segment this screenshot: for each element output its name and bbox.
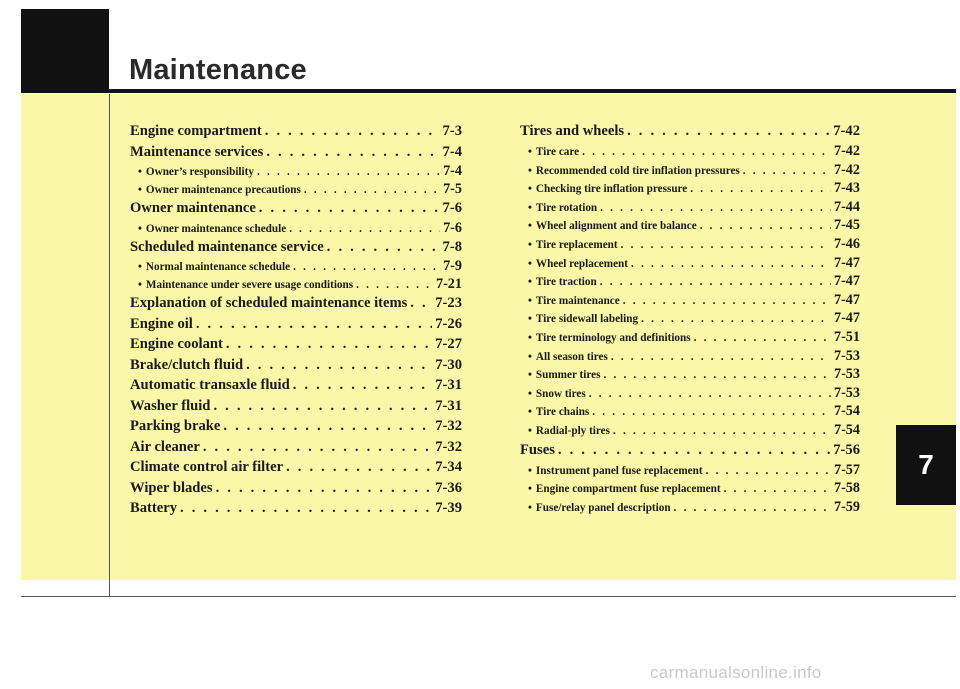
toc-subsection-entry[interactable]	[520, 365, 860, 384]
toc-section-entry[interactable]	[130, 396, 462, 417]
toc-entry-label	[528, 385, 586, 403]
bullet-icon: •	[138, 261, 142, 273]
toc-entry-label	[130, 396, 210, 417]
toc-entry-label	[130, 355, 243, 376]
toc-page-number: 7-5	[443, 181, 462, 197]
toc-entry-text: Checking tire inflation pressure	[535, 183, 688, 196]
dot-leader	[216, 478, 433, 499]
bullet-icon: •	[528, 164, 532, 177]
toc-entry-text: Normal maintenance schedule	[145, 261, 291, 273]
watermark: carmanualsonline.info	[650, 663, 822, 682]
dot-leader	[631, 255, 831, 273]
toc-page-number: 7-59	[833, 498, 860, 515]
toc-entry-label	[528, 366, 600, 384]
bullet-icon: •	[528, 238, 532, 251]
toc-subsection-entry[interactable]	[520, 461, 860, 480]
toc-entry-label	[528, 292, 620, 310]
bullet-icon: •	[528, 501, 532, 514]
toc-section-entry[interactable]	[130, 416, 462, 437]
toc-page-number: 7-32	[435, 418, 462, 434]
bullet-icon: •	[528, 146, 532, 158]
toc-subsection-entry[interactable]	[130, 162, 462, 180]
toc-entry-text: All season tires	[535, 350, 608, 363]
toc-subsection-entry[interactable]	[520, 384, 860, 403]
toc-entry-label	[528, 348, 608, 366]
toc-subsection-entry[interactable]	[520, 402, 860, 421]
toc-subsection-entry[interactable]	[520, 328, 860, 347]
dot-leader	[180, 498, 432, 519]
toc-entry-text: Tire terminology and definitions	[535, 331, 691, 344]
toc-page-number: 7-30	[435, 356, 462, 373]
toc-left-column	[130, 121, 462, 519]
bullet-icon: •	[528, 464, 532, 477]
toc-page-number: 7-31	[435, 397, 462, 414]
toc-entry-label	[520, 121, 624, 142]
header-black-tab	[21, 9, 109, 93]
dot-leader	[246, 355, 432, 376]
toc-entry-label	[528, 180, 687, 198]
toc-subsection-entry[interactable]	[130, 257, 462, 275]
toc-page-number: 7-46	[833, 235, 860, 252]
toc-entry-text: Maintenance services	[130, 143, 264, 160]
toc-page-number: 7-42	[833, 161, 860, 178]
toc-entry-label	[138, 163, 254, 180]
dot-leader	[592, 403, 831, 421]
toc-subsection-entry[interactable]	[520, 272, 860, 291]
toc-entry-text: Snow tires	[535, 387, 586, 400]
toc-entry-text: Tire chains	[535, 406, 590, 419]
toc-entry-label	[138, 220, 286, 237]
bullet-icon: •	[138, 279, 142, 291]
toc-section-entry[interactable]	[130, 437, 462, 458]
dot-leader	[410, 293, 432, 314]
bullet-icon: •	[528, 183, 532, 196]
toc-entry-text: Tire care	[535, 146, 580, 158]
toc-page-number: 7-54	[833, 421, 860, 438]
toc-entry-label	[520, 440, 555, 461]
toc-section-entry[interactable]	[130, 498, 462, 519]
toc-entry-text: Engine compartment fuse replacement	[535, 483, 721, 496]
toc-page-number: 7-26	[435, 315, 462, 332]
toc-entry-label	[528, 217, 697, 235]
dot-leader	[589, 385, 831, 403]
toc-page-number: 7-34	[435, 459, 462, 475]
toc-section-entry[interactable]	[130, 375, 462, 396]
toc-section-entry[interactable]	[130, 121, 462, 142]
dot-leader	[690, 180, 831, 198]
toc-page-number: 7-31	[435, 377, 462, 393]
toc-entry-text: Maintenance under severe usage conditions	[145, 279, 354, 291]
toc-subsection-entry[interactable]	[520, 179, 860, 198]
toc-entry-label	[130, 121, 262, 142]
toc-entry-text: Parking brake	[130, 418, 221, 434]
toc-entry-text: Fuses	[520, 441, 555, 458]
toc-entry-text: Wiper blades	[130, 479, 213, 496]
toc-page-number: 7-42	[833, 123, 860, 139]
toc-entry-text: Battery	[130, 500, 178, 516]
toc-entry-label	[528, 236, 618, 254]
toc-subsection-entry[interactable]	[520, 254, 860, 273]
toc-subsection-entry[interactable]	[520, 498, 860, 517]
toc-page-number: 7-36	[435, 479, 462, 496]
toc-entry-text: Tire rotation	[535, 201, 598, 214]
toc-entry-text: Engine compartment	[130, 123, 262, 139]
toc-entry-text: Tires and wheels	[520, 123, 625, 139]
dot-leader	[603, 366, 831, 384]
dot-leader	[304, 181, 440, 198]
toc-page-number: 7-4	[442, 143, 462, 160]
toc-entry-text: Wheel alignment and tire balance	[535, 220, 697, 233]
toc-page-number: 7-47	[833, 254, 860, 271]
dot-leader	[196, 314, 432, 335]
toc-entry-label	[138, 258, 290, 275]
dot-leader	[641, 310, 831, 328]
toc-page-number: 7-43	[833, 180, 860, 197]
toc-page-number: 7-47	[833, 273, 860, 290]
toc-entry-label	[138, 276, 353, 293]
bullet-icon: •	[138, 184, 142, 196]
toc-page-number: 7-21	[435, 276, 462, 292]
dot-leader	[265, 121, 440, 142]
toc-entry-label	[130, 293, 407, 314]
bullet-icon: •	[528, 350, 532, 363]
dot-leader	[627, 121, 830, 142]
bullet-icon: •	[528, 483, 532, 496]
toc-page-number: 7-42	[833, 143, 860, 159]
toc-entry-text: Tire replacement	[535, 238, 618, 251]
toc-section-entry[interactable]	[130, 334, 462, 355]
dot-leader	[613, 422, 831, 440]
dot-leader	[213, 396, 432, 417]
dot-leader	[266, 142, 439, 163]
toc-entry-label	[528, 255, 628, 273]
toc-entry-label	[130, 478, 213, 499]
bullet-icon: •	[528, 387, 532, 400]
toc-entry-text: Owner maintenance schedule	[145, 222, 287, 235]
toc-entry-label	[130, 457, 283, 478]
bullet-icon: •	[528, 276, 532, 289]
toc-entry-label	[130, 437, 200, 458]
toc-entry-text: Washer fluid	[130, 397, 211, 414]
toc-entry-text: Explanation of scheduled maintenance items	[130, 295, 408, 311]
dot-leader	[621, 236, 831, 254]
toc-entry-text: Tire traction	[535, 276, 597, 289]
toc-entry-label	[528, 162, 740, 180]
toc-subsection-entry[interactable]	[520, 347, 860, 366]
bullet-icon: •	[528, 331, 532, 344]
dot-leader	[327, 237, 440, 258]
dot-leader	[259, 198, 440, 219]
toc-page-number: 7-6	[442, 200, 462, 216]
toc-entry-label	[528, 403, 589, 421]
toc-page-number: 7-39	[435, 500, 462, 516]
toc-entry-text: Wheel replacement	[535, 257, 628, 270]
toc-entry-label	[528, 199, 597, 217]
toc-subsection-entry[interactable]	[520, 309, 860, 328]
toc-section-entry[interactable]	[130, 355, 462, 376]
toc-entry-label	[130, 314, 193, 335]
toc-page-number: 7-45	[833, 217, 860, 234]
toc-section-entry[interactable]	[520, 440, 860, 461]
toc-page-number: 7-53	[833, 366, 860, 383]
toc-page-number: 7-32	[435, 438, 462, 455]
toc-page-number: 7-6	[443, 219, 462, 236]
toc-entry-label	[528, 273, 597, 291]
toc-entry-label	[138, 181, 301, 198]
dot-leader	[257, 163, 440, 180]
toc-entry-label	[528, 143, 579, 161]
toc-entry-text: Climate control air filter	[130, 459, 284, 475]
toc-entry-text: Automatic transaxle fluid	[130, 377, 290, 393]
toc-subsection-entry[interactable]	[520, 198, 860, 217]
header-rule	[109, 89, 956, 93]
dot-leader	[223, 416, 432, 437]
toc-page-number: 7-51	[833, 328, 860, 345]
toc-page-number: 7-4	[443, 163, 462, 179]
toc-page-number: 7-47	[833, 310, 860, 327]
bullet-icon: •	[528, 406, 532, 419]
bullet-icon: •	[528, 424, 532, 437]
toc-entry-text: Air cleaner	[130, 438, 200, 455]
toc-entry-text: Tire maintenance	[535, 294, 620, 307]
toc-page-number: 7-56	[833, 441, 860, 458]
toc-page-number: 7-58	[833, 480, 860, 497]
dot-leader	[600, 199, 831, 217]
toc-page-number: 7-9	[443, 258, 462, 274]
dot-leader	[724, 480, 831, 498]
toc-subsection-entry[interactable]	[520, 161, 860, 180]
toc-entry-text: Owner’s responsibility	[145, 166, 254, 178]
bullet-icon: •	[528, 294, 532, 307]
dot-leader	[700, 217, 831, 235]
toc-page-number: 7-44	[833, 198, 860, 215]
dot-leader	[203, 437, 432, 458]
toc-page-number: 7-27	[435, 336, 462, 352]
toc-entry-label	[130, 498, 177, 519]
toc-entry-label	[130, 198, 256, 219]
toc-entry-label	[528, 480, 721, 498]
dot-leader	[226, 334, 432, 355]
toc-page-number: 7-3	[442, 123, 462, 139]
bullet-icon: •	[528, 220, 532, 233]
toc-subsection-entry[interactable]	[520, 291, 860, 310]
bullet-icon: •	[138, 222, 142, 235]
toc-page-number: 7-53	[833, 347, 860, 364]
chapter-number: 7	[918, 449, 934, 480]
toc-section-entry[interactable]	[130, 478, 462, 499]
toc-subsection-entry[interactable]	[520, 216, 860, 235]
bullet-icon: •	[528, 257, 532, 270]
margin-divider	[109, 94, 110, 596]
toc-subsection-entry[interactable]	[130, 180, 462, 198]
toc-page-number: 7-53	[833, 384, 860, 401]
toc-entry-label	[130, 416, 220, 437]
bullet-icon: •	[138, 166, 142, 178]
page-title: Maintenance	[129, 54, 307, 86]
dot-leader	[611, 348, 831, 366]
toc-entry-text: Tire sidewall labeling	[535, 313, 639, 326]
toc-entry-text: Brake/clutch fluid	[130, 356, 244, 373]
toc-entry-label	[130, 142, 263, 163]
toc-section-entry[interactable]	[130, 142, 462, 163]
toc-page-number: 7-57	[833, 461, 860, 478]
bullet-icon: •	[528, 313, 532, 326]
toc-entry-label	[130, 375, 290, 396]
chapter-tab[interactable]	[896, 425, 956, 505]
toc-section-entry[interactable]	[130, 237, 462, 258]
dot-leader	[582, 143, 831, 161]
bullet-icon: •	[528, 201, 532, 214]
dot-leader	[743, 162, 831, 180]
toc-section-entry[interactable]	[130, 314, 462, 335]
toc-entry-text: Engine oil	[130, 315, 193, 332]
toc-right-column	[520, 121, 860, 516]
footer-divider	[21, 596, 956, 597]
dot-leader	[293, 258, 440, 275]
toc-page-number: 7-54	[833, 403, 860, 420]
dot-leader	[286, 457, 432, 478]
dot-leader	[356, 276, 433, 293]
toc-subsection-entry[interactable]	[520, 421, 860, 440]
toc-entry-text: Fuse/relay panel description	[535, 501, 671, 514]
toc-subsection-entry[interactable]	[520, 479, 860, 498]
toc-entry-label	[528, 329, 691, 347]
toc-entry-text: Radial-ply tires	[535, 424, 610, 437]
dot-leader	[694, 329, 831, 347]
toc-entry-label	[528, 499, 671, 517]
toc-subsection-entry[interactable]	[130, 275, 462, 293]
toc-section-entry[interactable]	[520, 121, 860, 142]
toc-subsection-entry[interactable]	[520, 142, 860, 161]
toc-entry-label	[528, 310, 638, 328]
toc-entry-text: Recommended cold tire inflation pressures	[535, 164, 740, 177]
toc-entry-label	[528, 462, 703, 480]
dot-leader	[289, 220, 440, 237]
toc-section-entry[interactable]	[130, 293, 462, 314]
dot-leader	[706, 462, 831, 480]
dot-leader	[600, 273, 831, 291]
toc-page-number: 7-23	[435, 295, 462, 311]
toc-entry-text: Summer tires	[535, 369, 601, 382]
toc-entry-text: Owner maintenance precautions	[145, 184, 301, 196]
toc-entry-text: Scheduled maintenance service	[130, 238, 324, 255]
toc-entry-text: Owner maintenance	[130, 200, 256, 216]
toc-entry-text: Engine coolant	[130, 336, 223, 352]
dot-leader	[293, 375, 433, 396]
toc-subsection-entry[interactable]	[130, 219, 462, 237]
toc-entry-label	[130, 237, 324, 258]
toc-section-entry[interactable]	[130, 457, 462, 478]
toc-section-entry[interactable]	[130, 198, 462, 219]
toc-entry-label	[130, 334, 223, 355]
toc-entry-label	[528, 422, 610, 440]
bullet-icon: •	[528, 369, 532, 382]
toc-entry-text: Instrument panel fuse replacement	[535, 464, 703, 477]
dot-leader	[674, 499, 831, 517]
toc-subsection-entry[interactable]	[520, 235, 860, 254]
toc-page-number: 7-8	[442, 238, 462, 255]
dot-leader	[623, 292, 831, 310]
toc-page-number: 7-47	[833, 291, 860, 308]
dot-leader	[558, 440, 830, 461]
